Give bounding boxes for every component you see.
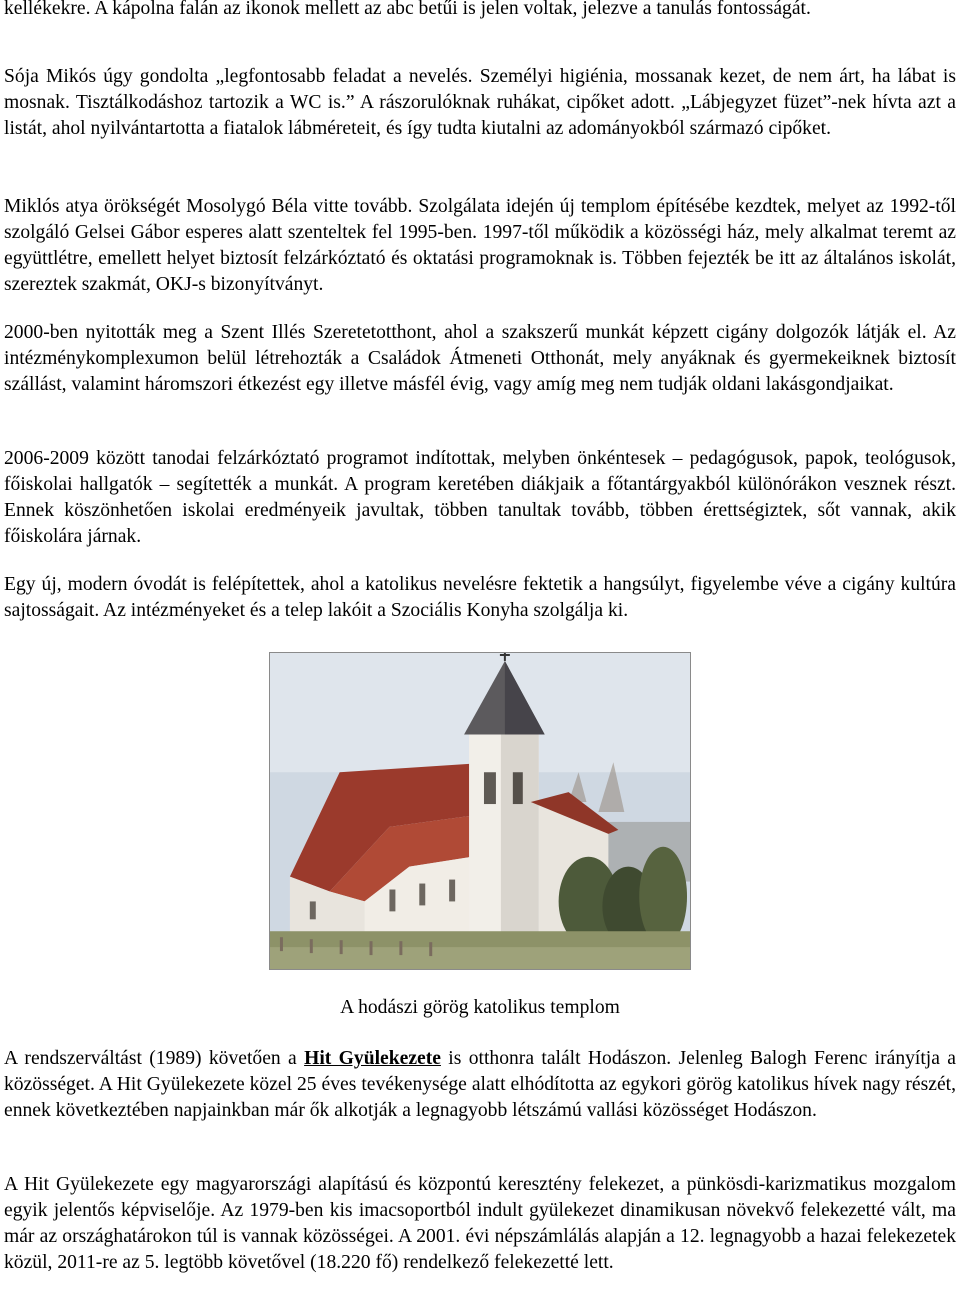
- hit-gyulekezete-link[interactable]: Hit Gyülekezete: [304, 1048, 441, 1069]
- photo-caption: A hodászi görög katolikus templom: [340, 997, 620, 1018]
- paragraph-hit-gyulekezete: [4, 1046, 956, 1124]
- church-illustration: [270, 653, 690, 969]
- paragraph-text-start: A rendszerváltást (1989) követően a: [4, 1048, 305, 1069]
- paragraph-kapolna: kellékekre. A kápolna falán az ikonok mellett az abc betűi is jelen voltak, jelezve a tanulás fontosságát.: [4, 0, 811, 19]
- paragraph-soja-mikos: Sója Mikós úgy gondolta „legfontosabb feladat a nevelés. Személyi higiénia, mossanak kezet, de nem árt, ha lábat is mosnak. Tisztálkodáshoz tartozik a WC is.” A rászorulóknak ruhákat, cipőket adott. „Lábjegyzet füzet”-nek hívta azt a listát, ahol nyilvántartotta a fiatalok lábméreteit, és így tudta kiutalni az adományokból származó cipőket.: [4, 66, 956, 139]
- paragraph-ovoda: Egy új, modern óvodát is felépítettek, ahol a katolikus nevelésre fektetik a hangsúlyt, figyelembe véve a cigány kultúra sajtosságait. Az intézményeket és a telep lakóit a Szociális Konyha szolgálja ki.: [4, 574, 956, 621]
- paragraph-mosolygo-bela: Miklós atya örökségét Mosolygó Béla vitte tovább. Szolgálata idején új templom építésébe kezdtek, melyet az 1992-től szolgáló Gelsei Gábor esperes alatt szenteltek fel 1995-ben. 1997-től működik a közösségi ház, mely alkalmat teremt az együttlétre, emellett helyet biztosít felzárkóztató és oktatási programoknak is. Többen fejezték be itt az általános iskolát, szereztek szakmát, OKJ-s bizonyítványt.: [4, 196, 956, 295]
- paragraph-tanoda: 2006-2009 között tanodai felzárkóztató programot indítottak, melyben önkéntesek – pedagógusok, papok, teológusok, főiskolai hallgatók – segítették a munkát. A program keretében diákjaik a főtantárgyakból különórákon vesznek részt. Ennek köszönhetően iskolai eredményeik javultak, többen tanultak tovább, többen érettségiztek, sőt vannak, akik főiskolára járnak.: [4, 448, 956, 547]
- church-photo: [269, 652, 691, 970]
- paragraph-szeretetotthon: 2000-ben nyitották meg a Szent Illés Szeretetotthont, ahol a szakszerű munkát képzett cigány dolgozók látják el. Az intézménykomplexumon belül létrehozták a Családok Átmeneti Otthonát, mely anyáknak és gyermekeiknek biztosít szállást, valamint háromszori étkezést egy illetve másfél évig, vagy amíg meg nem tudják oldani lakásgondjaikat.: [4, 322, 956, 395]
- paragraph-text-end: is otthonra talált Hodászon. Jelenleg Balogh Ferenc irányítja a közösséget. A Hit Gyülekezete közel 25 éves tevékenysége alatt elhódította az egykori görög katolikus hívek nagy részét, ennek következtében napjainkban már ők alkotják a legnagyobb létszámú vallási közösséget Hodászon.: [4, 1048, 956, 1121]
- paragraph-felekezet: A Hit Gyülekezete egy magyarországi alapítású és központú keresztény felekezet, a pünkösdi-karizmatikus mozgalom egyik jelentős képviselője. Az 1979-ben kis imacsoportból indult gyülekezet dinamikusan növekvő felekezetté vált, ma már az országhatárokon túl is vannak közösségei. A 2001. évi népszámlálás alapján a 12. legnagyobb a hazai felekezetek közül, 2011-re az 5. legtöbb követővel (18.220 fő) rendelkező felekezetté lett.: [4, 1174, 956, 1273]
